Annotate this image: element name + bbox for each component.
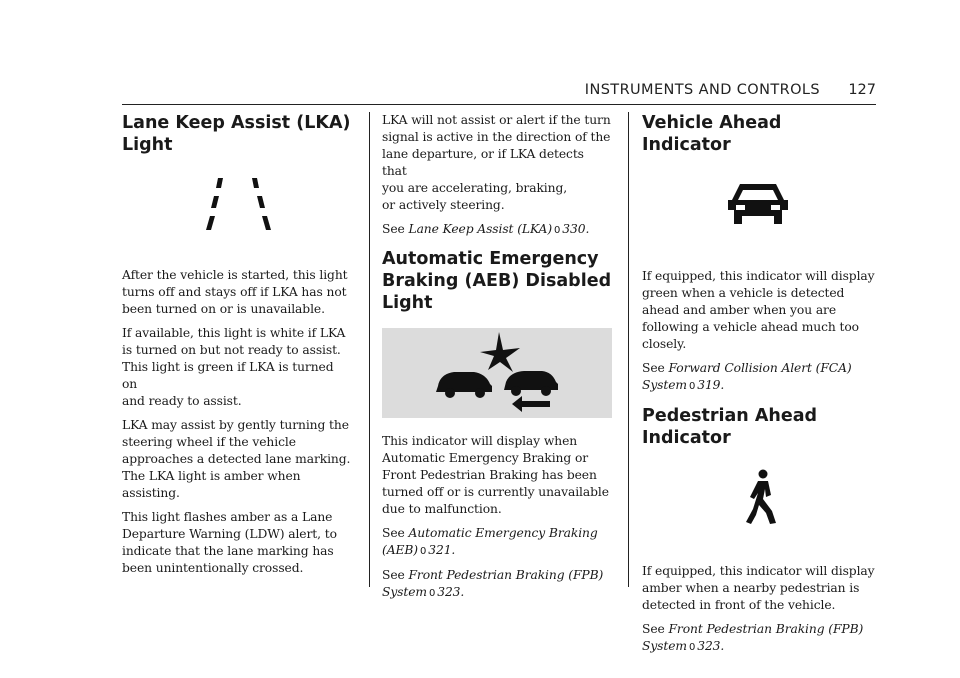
aeb-heading: Automatic Emergency Braking (AEB) Disabled Light: [382, 249, 612, 313]
reference-page[interactable]: 319.: [697, 378, 725, 392]
page-ref-arrow-icon: 0: [420, 546, 427, 557]
aeb-paragraph: This indicator will display when Automatic Emergency Braking or Front Pedestrian Braking has been turned off or is currently unavailable due to malfunction.: [382, 434, 609, 516]
lka-paragraph-3: LKA may assist by gently turning the steering wheel if the vehicle approaches a detected lane marking. The LKA light is amber when assisting.: [122, 418, 351, 500]
page-ref-arrow-icon: 0: [688, 642, 696, 653]
lka-paragraph-2: If available, this light is white if LKA is turned on but not ready to assist. This light is green if LKA is turned on and ready to assist.: [122, 326, 346, 408]
page-ref-arrow-icon: 0: [554, 225, 561, 236]
vehicle-ahead-icon: [726, 180, 790, 228]
column-aeb: [382, 112, 612, 609]
reference-page[interactable]: 330.: [562, 222, 590, 236]
reference-title[interactable]: Front Pedestrian Braking (FPB): [408, 568, 604, 582]
see-fpb-reference[interactable]: See Front Pedestrian Braking (FPB) System 0 323.: [382, 568, 604, 599]
lka-continued-paragraph: LKA will not assist or alert if the turn signal is active in the direction of the lane departure, or if LKA detects that you are accelerating, braking, or actively steering.: [382, 113, 611, 212]
see-aeb-reference[interactable]: See Automatic Emergency Braking (AEB) 0 321.: [382, 526, 598, 557]
column-indicators: [642, 112, 876, 663]
pedestrian-ahead-heading: Pedestrian Ahead Indicator: [642, 406, 818, 448]
lka-paragraph-4: This light flashes amber as a Lane Departure Warning (LDW) alert, to indicate that the lane marking has been unintentionally crossed.: [122, 510, 337, 575]
lka-paragraph-1: After the vehicle is started, this light turns off and stays off if LKA has not been turned on or is unavailable.: [122, 268, 348, 316]
column-divider-1: [369, 112, 370, 587]
reference-page[interactable]: 323.: [697, 639, 725, 653]
pedestrian-ahead-paragraph: If equipped, this indicator will display amber when a nearby pedestrian is detected in front of the vehicle.: [642, 564, 875, 612]
reference-title[interactable]: Lane Keep Assist (LKA): [408, 222, 553, 236]
reference-page[interactable]: 321.: [428, 543, 456, 557]
aeb-disabled-icon-box: [382, 328, 612, 418]
header-section-title: INSTRUMENTS AND CONTROLS: [584, 82, 820, 98]
reference-page[interactable]: 323.: [437, 585, 465, 599]
page-header: [122, 82, 876, 104]
see-fca-reference[interactable]: See Forward Collision Alert (FCA) System 0 319.: [642, 361, 852, 392]
reference-title[interactable]: Front Pedestrian Braking (FPB): [668, 622, 864, 636]
column-divider-2: [628, 112, 629, 587]
reference-title[interactable]: Forward Collision Alert (FCA): [668, 361, 852, 375]
reference-title[interactable]: Automatic Emergency Braking: [408, 526, 598, 540]
lka-icon-wrap: [122, 176, 352, 250]
lane-keep-assist-icon: [204, 176, 274, 236]
vehicle-ahead-heading: Vehicle Ahead Indicator: [642, 113, 782, 155]
aeb-disabled-icon: [382, 328, 612, 418]
pedestrian-icon-wrap: [642, 463, 876, 547]
column-lka: [122, 112, 352, 584]
header-rule: [122, 104, 876, 105]
vehicle-ahead-icon-wrap: [642, 172, 876, 250]
lka-heading: Lane Keep Assist (LKA) Light: [122, 113, 351, 155]
page-ref-arrow-icon: 0: [688, 381, 696, 392]
see-fpb-reference-2[interactable]: See Front Pedestrian Braking (FPB) System 0 323.: [642, 622, 864, 653]
page-ref-arrow-icon: 0: [428, 588, 436, 599]
header-page-number: 127: [848, 82, 876, 98]
pedestrian-ahead-icon: [746, 469, 786, 525]
vehicle-ahead-paragraph: If equipped, this indicator will display green when a vehicle is detected ahead and amber when you are following a vehicle ahead much too closely.: [642, 269, 875, 351]
see-lka-reference[interactable]: See Lane Keep Assist (LKA) 0 330.: [382, 222, 590, 236]
